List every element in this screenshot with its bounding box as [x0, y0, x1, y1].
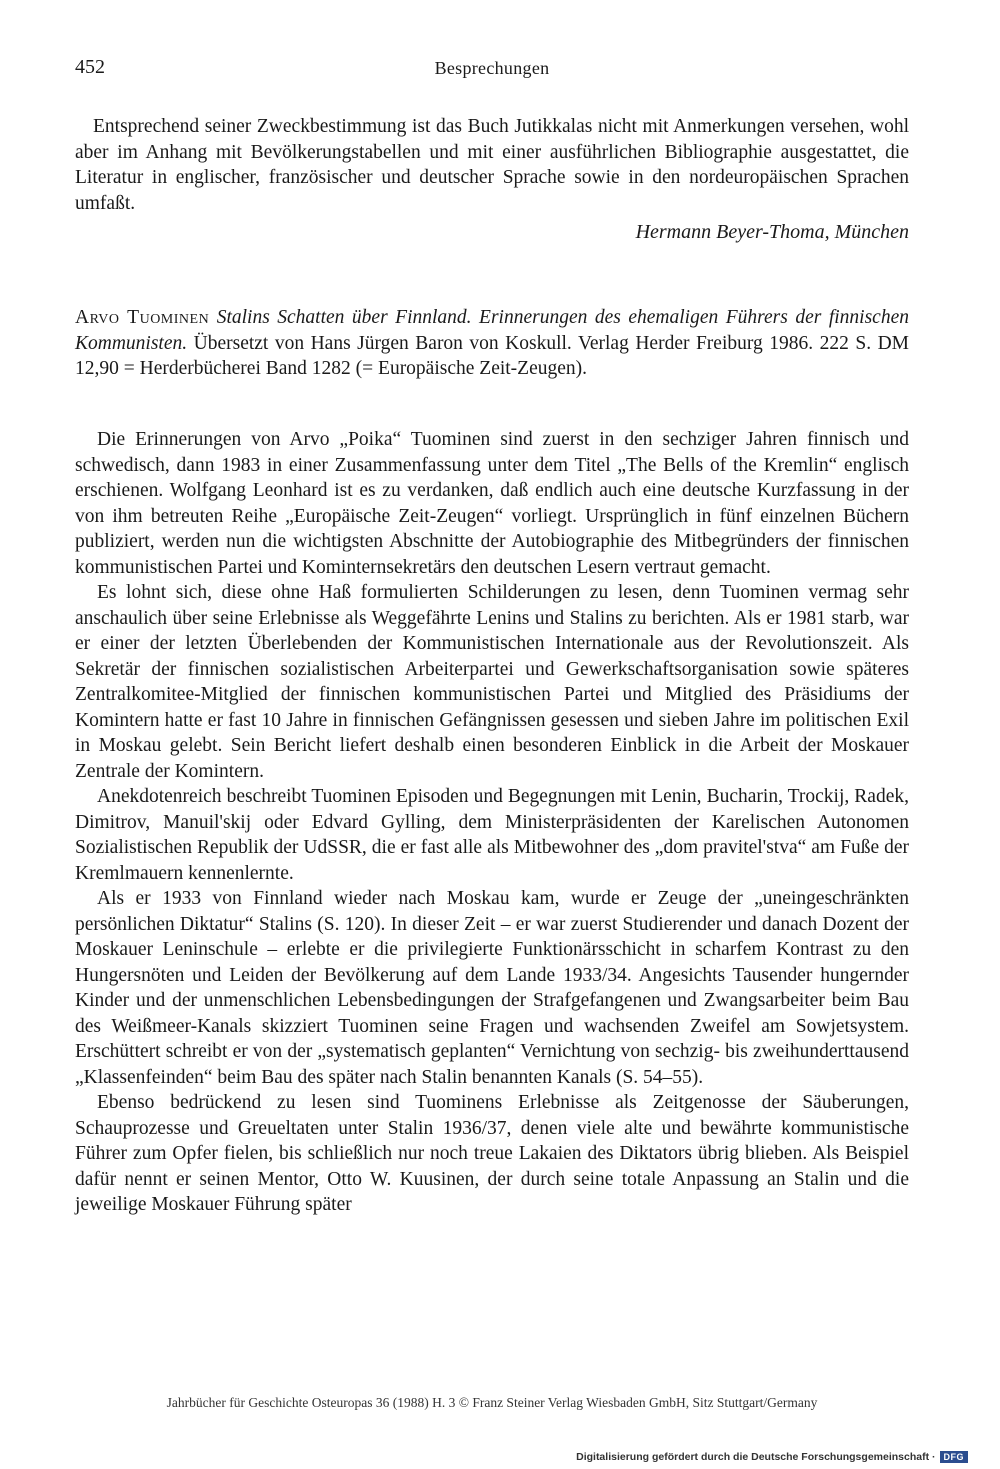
review-heading [75, 305, 909, 382]
review-body [75, 427, 909, 1218]
review-paragraph: Als er 1933 von Finnland wieder nach Moskau kam, wurde er Zeuge der „uneingeschränkten persönlichen Diktatur“ Stalins (S. 120). In dieser Zeit – er war zuerst Studierender und danach Dozent der Moskauer Leninschule – erlebte er die privilegierte Funktionärsschicht in scharfem Kontrast zu den Hungersnöten und Leiden der Bevölkerung auf dem Lande 1933/34. Angesichts Tausender hungernder Kinder und der unmenschlichen Lebensbedingungen der Strafgefangenen und Zwangsarbeiter beim Bau des Weißmeer-Kanals skizziert Tuominen seine Fragen und wachsenden Zweifel am Sowjetsystem. Erschüttert schreibt er von der „systematisch geplanten“ Vernichtung von sechzig- bis zweihunderttausend „Klassenfeinden“ beim Bau des später nach Stalin benannten Kanals (S. 54–55). [75, 888, 909, 1088]
book-author: Arvo Tuominen [75, 307, 210, 328]
page-number: 452 [75, 56, 105, 78]
reviewer-signature: Hermann Beyer-Thoma, München [635, 221, 909, 243]
journal-citation: Jahrbücher für Geschichte Osteuropas 36 (1988) H. 3 © Franz Steiner Verlag Wiesbaden GmbH, Sitz Stuttgart/Germany [166, 1395, 818, 1410]
digitization-credit [576, 1451, 968, 1463]
review-paragraph: Anekdotenreich beschreibt Tuominen Episoden und Begegnungen mit Lenin, Bucharin, Trockij, Radek, Dimitrov, Manuil'skij oder Edvard Gylling, dem Ministerpräsidenten der Karelischen Autonomen Sozialistischen Republik der UdSSR, die er fast alle als Mitbewohner des „dom pravitel'stva“ am Fuße der Kremlmauern kennenlernte. [75, 786, 909, 884]
book-bibliographic-info: Übersetzt von Hans Jürgen Baron von Koskull. Verlag Herder Freiburg 1986. 222 S. DM 12,90 = Herderbücherei Band 1282 (= Europäische Zeit-Zeugen). [75, 332, 910, 379]
review-paragraph: Ebenso bedrückend zu lesen sind Tuominens Erlebnisse als Zeitgenosse der Säuberungen, Schauprozesse und Greueltaten unter Stalin 1936/37, denen viele alte und bewährte kommunistische Führer zum Opfer fielen, bis schließlich nur noch treue Lakaien des Diktators übrig blieben. Als Beispiel dafür nennt er seinen Mentor, Otto W. Kuusinen, der durch seine totale Anpassung an Stalin und die jeweilige Moskauer Führung später [75, 1092, 909, 1215]
dfg-logo-icon: DFG [940, 1451, 969, 1463]
intro-section [75, 114, 909, 216]
review-paragraph: Die Erinnerungen von Arvo „Poika“ Tuominen sind zuerst in den sechziger Jahren finnisch und schwedisch, dann 1983 in einer Zusammenfassung unter dem Titel „The Bells of the Kremlin“ englisch erschienen. Wolfgang Leonhard ist es zu verdanken, daß endlich auch eine deutsche Kurzfassung in der von ihm betreuten Reihe „Europäische Zeit-Zeugen“ vorliegt. Ursprünglich in fünf einzelnen Büchern publiziert, werden nun die wichtigsten Abschnitte der Autobiographie des Mitbegründers der finnischen kommunistischen Partei und Kominternsekretärs den deutschen Lesern vertraut gemacht. [75, 429, 909, 578]
book-title: Stalins Schatten über Finnland. Erinnerungen des ehemaligen Führers der finnischen Kommunisten. [75, 307, 909, 354]
digitization-credit-text: Digitalisierung gefördert durch die Deutsche Forschungsgemeinschaft · [576, 1451, 936, 1463]
intro-paragraph: Entsprechend seiner Zweckbestimmung ist das Buch Jutikkalas nicht mit Anmerkungen versehen, wohl aber im Anhang mit Bevölkerungstabellen und mit einer ausführlichen Bibliographie ausgestattet, die Literatur in englischer, französischer und deutscher Sprache sowie in den nordeuropäischen Sprachen umfaßt. [75, 116, 909, 214]
review-paragraph: Es lohnt sich, diese ohne Haß formulierten Schilderungen zu lesen, denn Tuominen vermag sehr anschaulich über seine Erlebnisse als Weggefährte Lenins und Stalins zu berichten. Als er 1981 starb, war er einer der letzten Überlebenden der Kommunistischen Internationale aus der Revolutionszeit. Als Sekretär der finnischen sozialistischen Arbeiterpartei und Gewerkschaftsorganisation sowie späteres Zentralkomitee-Mitglied der finnischen kommunistischen Partei und Mitglied des Präsidiums der Komintern hatte er fast 10 Jahre in finnischen Gefängnissen gesessen und sieben Jahre im politischen Exil in Moskau gelebt. Sein Bericht liefert deshalb einen besonderen Einblick in die Arbeit der Moskauer Zentrale der Komintern. [75, 582, 909, 782]
running-head: Besprechungen [434, 58, 550, 78]
